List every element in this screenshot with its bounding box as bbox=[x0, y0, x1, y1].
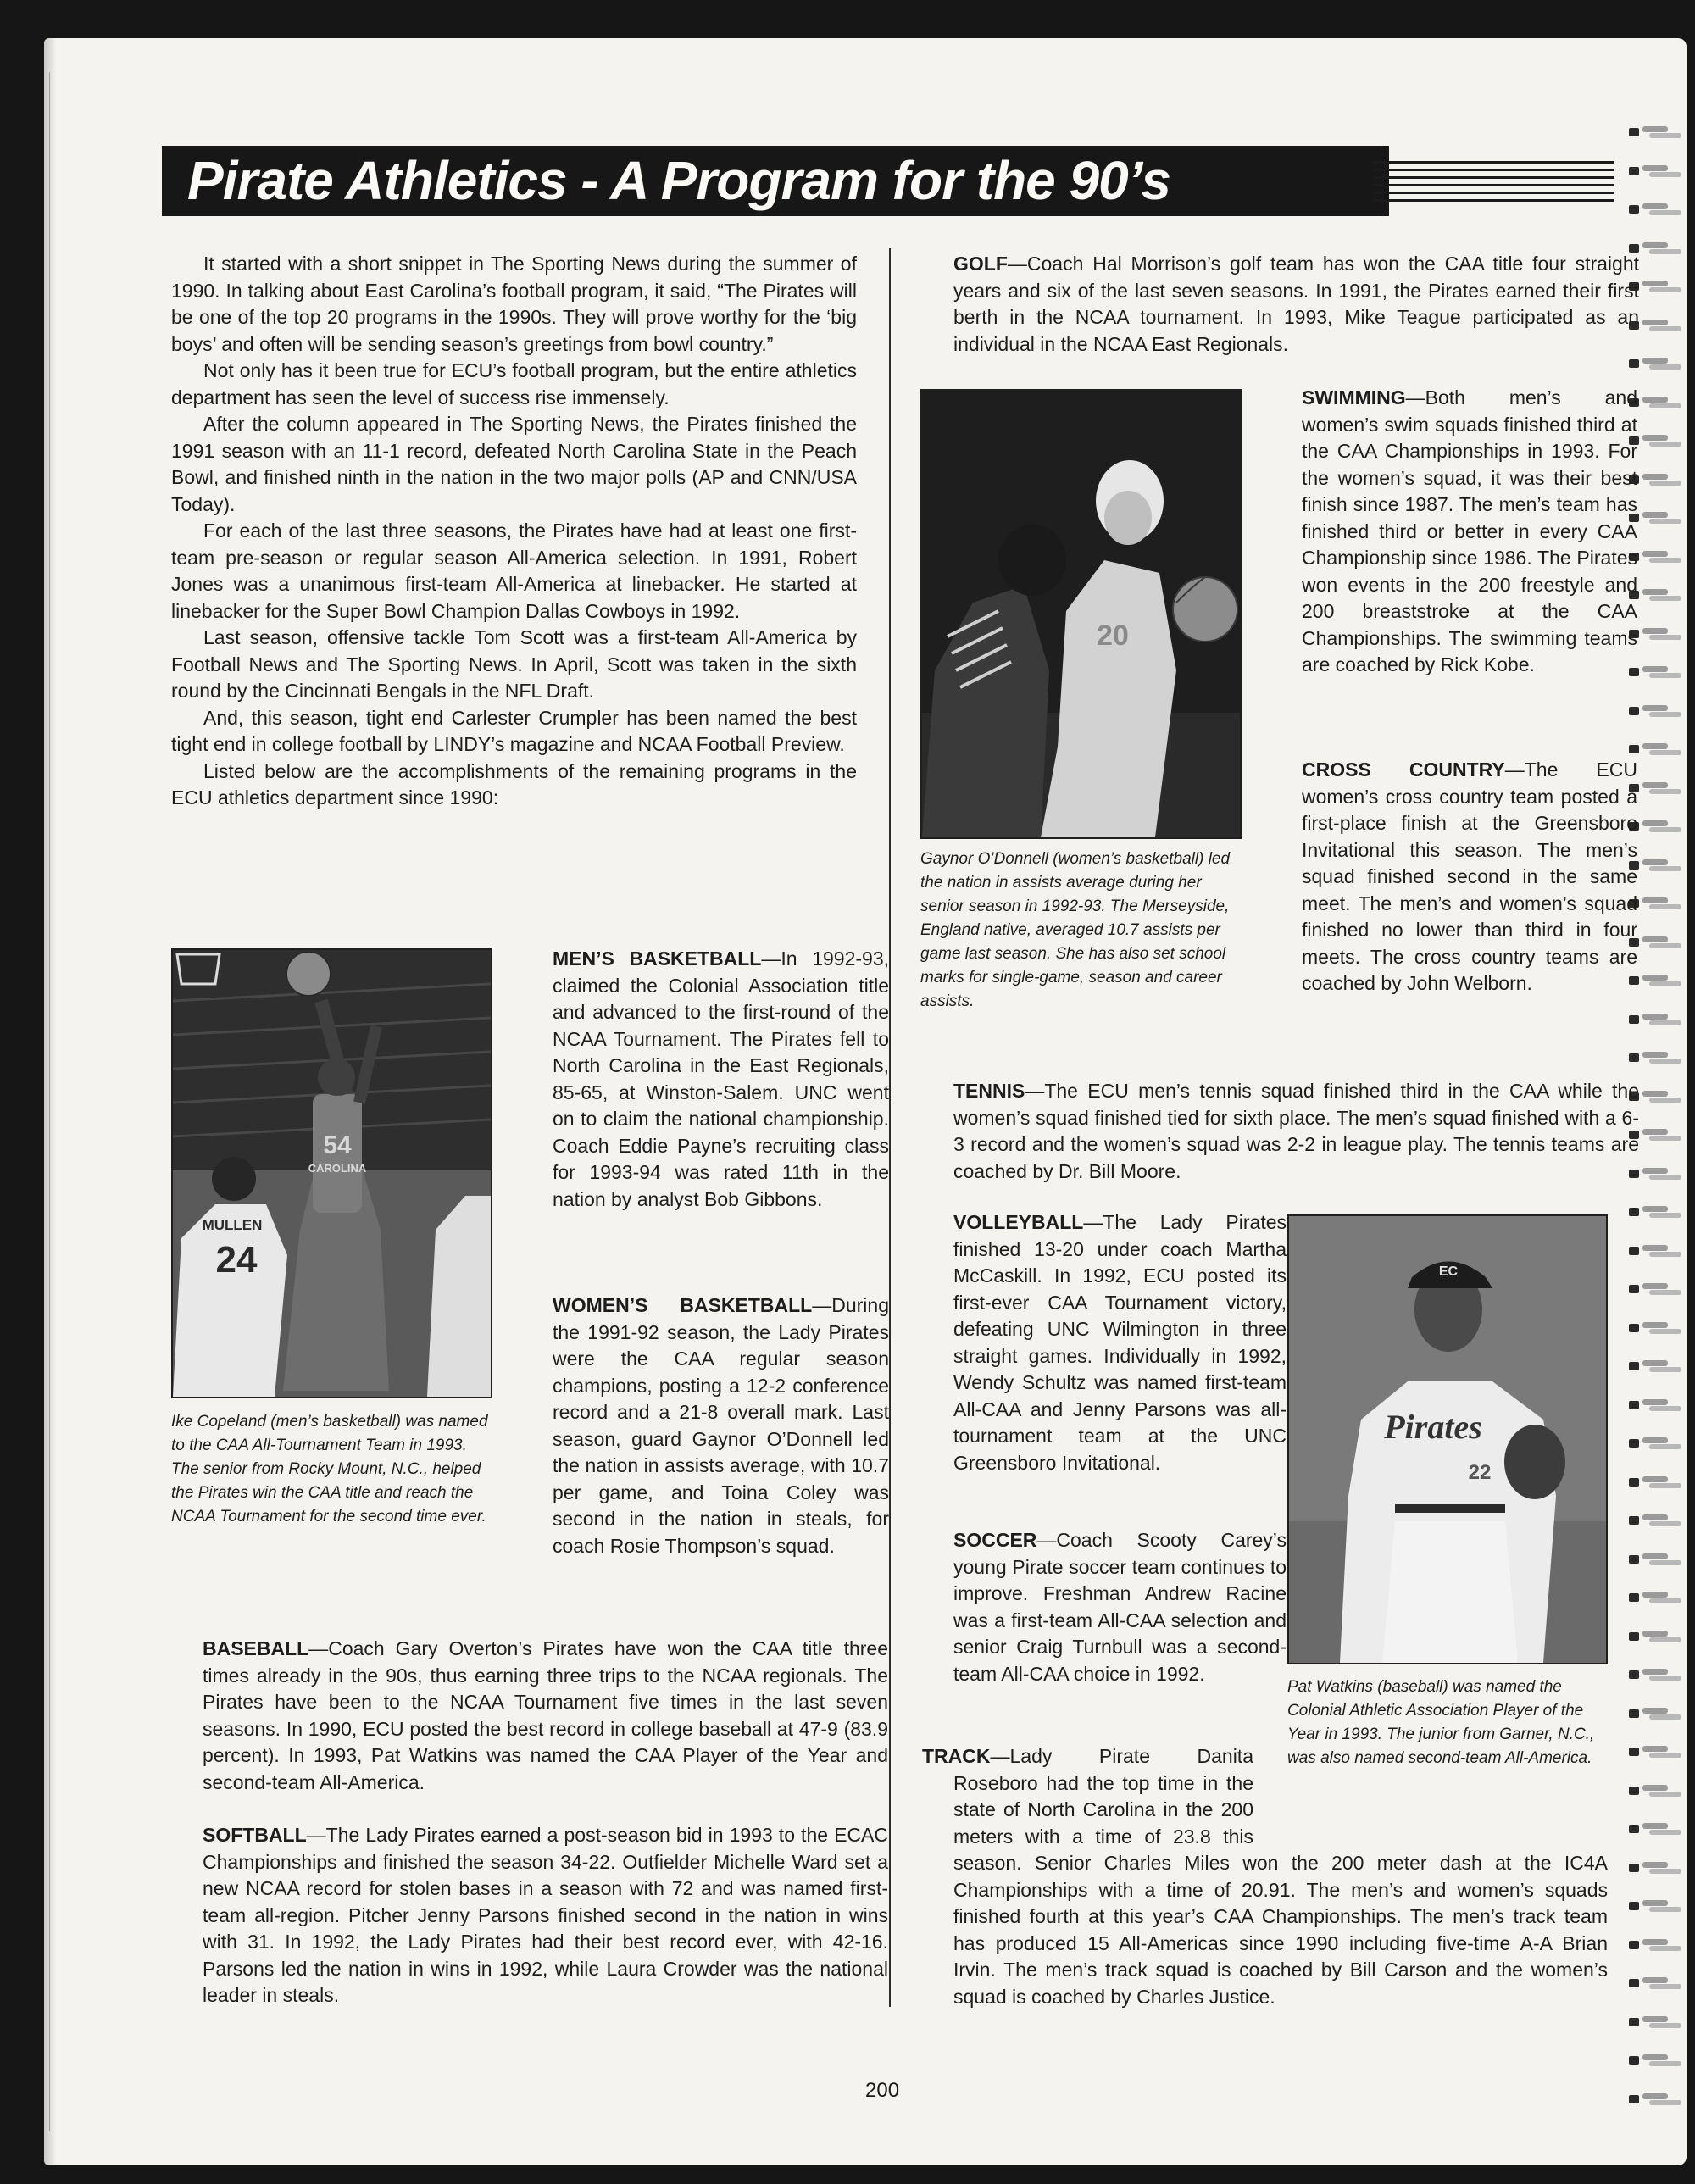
gaynor-jersey-number: 20 bbox=[1097, 620, 1129, 652]
softball-text: —The Lady Pirates earned a post-season bid in 1993 to the ECAC Championships and finished the season 34-22. Outfielder Michelle Ward set a new NCAA record for stolen bases in a season with 72 and was named first-team all-region. Pitcher Jenny Parsons finished second in the nation in wins with 31. In 1992, the Lady Pirates had their best record ever, with 42-16. Parsons led the nation in wins in 1992, while Laura Crowder was the national leader in steals. bbox=[203, 1824, 888, 2006]
binding-coil bbox=[1642, 1280, 1681, 1298]
track-text: —Lady Pirate Danita Roseboro had the top time in the state of North Carolina in the 200 meters with a time of 23.8 this season. Senior Charles Miles won the 200 meter dash at the IC4A Championships with a time of 20.91. The men’s and women’s squads finished fourth at this year’s CAA Championships. The men’s track team has produced 15 All-Americas since 1990 including five-time A-A Brian Irvin. The men’s track squad is coached by Bill Carson and the women’s squad is coached by Charles Justice. bbox=[953, 1745, 1608, 2008]
binding-coil bbox=[1642, 856, 1681, 875]
binding-coil bbox=[1642, 1742, 1681, 1761]
track-paragraph bbox=[922, 1743, 1608, 2010]
binding-coil bbox=[1642, 1396, 1681, 1414]
track-heading: TRACK bbox=[922, 1745, 991, 1767]
intro-paragraph: It started with a short snippet in The Sporting News during the summer of 1990. In talking about East Carolina’s football program, it said, “The Pirates will be one of the top 20 programs in the 1990s. They will prove worthy for the ‘big boys’ and often will be sending season’s greetings from bowl country.” bbox=[171, 253, 857, 355]
title-banner bbox=[162, 146, 1389, 216]
pat-jersey-script: Pirates bbox=[1384, 1408, 1482, 1446]
intro-paragraph: For each of the last three seasons, the Pirates have had at least one first-team pre-season or regular season All-America selection. In 1991, Robert Jones was a unanimous first-team All-America at linebacker. He started at linebacker for the Super Bowl Champion Dallas Cowboys in 1992. bbox=[171, 520, 857, 622]
intro-paragraph: After the column appeared in The Sporting News, the Pirates finished the 1991 season with an 11-1 record, defeated North Carolina State in the Peach Bowl, and finished ninth in the nation in the two major polls (AP and CNN/USA Today). bbox=[171, 413, 857, 515]
baseball-heading: BASEBALL bbox=[203, 1637, 309, 1659]
binding-coil bbox=[1642, 1859, 1681, 1877]
binding-coil bbox=[1642, 431, 1681, 450]
womens-basketball-section bbox=[521, 1292, 889, 1559]
volleyball-heading: VOLLEYBALL bbox=[953, 1211, 1084, 1233]
track-float-spacer bbox=[1253, 1743, 1608, 1824]
soccer-heading: SOCCER bbox=[953, 1529, 1037, 1551]
binding-coil bbox=[1642, 1936, 1681, 1954]
binding-coil bbox=[1642, 1434, 1681, 1453]
womens-basketball-text: —During the 1991-92 season, the Lady Pirates were the CAA regular season champions, posting a 12-2 conference record and a 21-8 overall mark. Last season, guard Gaynor O’Donnell led the nation in assists average, with 10.7 per game, and Toina Coley was second in the nation in steals, for coach Rosie Thompson’s squad. bbox=[553, 1294, 889, 1557]
pat-cap-letters: EC bbox=[1438, 1264, 1459, 1279]
mens-basketball-heading: MEN’S BASKETBALL bbox=[553, 948, 762, 970]
intro-paragraph: Last season, offensive tackle Tom Scott was a first-team All-America by Football News and The Sporting News. In April, Scott was taken in the sixth round by the Cincinnati Bengals in the NFL Draft. bbox=[171, 626, 857, 702]
binding-coil bbox=[1642, 393, 1681, 412]
binding-coil bbox=[1642, 1242, 1681, 1260]
swimming-text: —Both men’s and women’s swim squads finished third at the CAA Championships in 1993. For the women’s squad, it was their best finish since 1987. The men’s team has finished third or better in every CAA Championship since 1986. The Pirates won events in the 200 freestyle and 200 breaststroke at the CAA Championships. The swimming teams are coached by Rick Kobe. bbox=[1302, 386, 1637, 675]
binding-coil bbox=[1642, 2013, 1681, 2031]
intro-paragraph: And, this season, tight end Carlester Crumpler has been named the best tight end in college football by LINDY’s magazine and NCAA Football Preview. bbox=[171, 706, 857, 755]
binding-coil bbox=[1642, 1125, 1681, 1144]
binding-coil bbox=[1642, 1627, 1681, 1646]
gaynor-odonnell-caption: Gaynor O’Donnell (women’s basketball) led the nation in assists average during her senior season in 1992-93. The Merseyside, England native, averaged 10.7 assists per game last season. She has also set school marks for single-game, season and career assists. bbox=[920, 850, 1231, 1010]
binding-coil bbox=[1642, 1588, 1681, 1607]
mens-basketball-text: —In 1992-93, claimed the Colonial Association title and advanced to the first-round of the NCAA Tournament. The Pirates fell to North Carolina in the East Regionals, 85-65, at Winston-Salem. UNC went on to claim the national championship. Coach Eddie Payne’s recruiting class for 1993-94 was rated 11th in the nation by analyst Bob Gibbons. bbox=[553, 948, 889, 1210]
binding-coil bbox=[1642, 1665, 1681, 1684]
baseball-text: —Coach Gary Overton’s Pirates have won the CAA title three times already in the 90s, thus earning three trips to the NCAA regionals. The Pirates have been to the NCAA Tournament five times in the last seven seasons. In 1990, ECU posted the best record in college baseball at 47-9 (83.9 percent). In 1993, Pat Watkins was named the CAA Player of the Year and second-team All-America. bbox=[203, 1637, 888, 1793]
binding-coil bbox=[1642, 663, 1681, 681]
column-divider bbox=[889, 248, 891, 2007]
pat-watkins-caption: Pat Watkins (baseball) was named the Colonial Athletic Association Player of the Year in 1993. The junior from Garner, N.C., was also named second-team All-America. bbox=[1287, 1678, 1595, 1767]
swimming-heading: SWIMMING bbox=[1302, 386, 1406, 408]
binding-coil bbox=[1642, 239, 1681, 258]
binding-coil bbox=[1642, 1048, 1681, 1067]
gaynor-odonnell-photo bbox=[920, 389, 1242, 839]
binding-coil bbox=[1642, 200, 1681, 219]
binding-coil bbox=[1642, 817, 1681, 836]
golf-text: —Coach Hal Morrison’s golf team has won the CAA title four straight years and six of the last seven seasons. In 1991, the Pirates earned their first berth in the NCAA tournament. In 1993, Mike Teague participated as an individual in the NCAA East Regionals. bbox=[953, 253, 1639, 355]
volleyball-text: —The Lady Pirates finished 13-20 under coach Martha McCaskill. In 1992, ECU posted its first-ever CAA Tournament victory, defeating UNC Wilmington in three straight games. Individually in 1992, Wendy Schultz was named first-team All-CAA and Jenny Parsons was all-tournament team at the UNC Greensboro Invitational. bbox=[953, 1211, 1287, 1474]
binding-coil bbox=[1642, 1704, 1681, 1723]
tennis-text: —The ECU men’s tennis squad finished third in the CAA while the women’s squad finished tied for sixth place. The men’s squad finished with a 6-3 record and the women’s squad was 2-2 in league play. The tennis teams are coached by Dr. Bill Moore. bbox=[953, 1080, 1639, 1182]
ike-jersey-number: 54 bbox=[323, 1131, 352, 1159]
binding-coil bbox=[1642, 586, 1681, 604]
binding-coil bbox=[1642, 1087, 1681, 1106]
binding-coil bbox=[1642, 1820, 1681, 1838]
cross-country-text: —The ECU women’s cross country team posted a first-place finish at the Greensboro Invitational this season. The men’s squad finished second in the same meet. The men’s and women’s squad finished no lower than third in four meets. The cross country teams are coached by John Welborn. bbox=[1302, 759, 1637, 994]
binding-coil bbox=[1642, 1511, 1681, 1530]
womens-basketball-heading: WOMEN’S BASKETBALL bbox=[553, 1294, 813, 1316]
title-rules bbox=[1373, 161, 1614, 212]
binding-coil bbox=[1642, 1164, 1681, 1183]
intro-paragraph: Not only has it been true for ECU’s football program, but the entire athletics department has seen the level of success rise immensely. bbox=[171, 359, 857, 408]
defender-jersey-name: MULLEN bbox=[202, 1217, 263, 1233]
baseball-section bbox=[171, 1636, 888, 1796]
binding-coil bbox=[1642, 625, 1681, 643]
softball-section bbox=[171, 1822, 888, 2009]
binding-coil bbox=[1642, 123, 1681, 142]
binding-coil bbox=[1642, 354, 1681, 373]
binding-coil bbox=[1642, 162, 1681, 181]
binding-coil bbox=[1642, 547, 1681, 566]
softball-heading: SOFTBALL bbox=[203, 1824, 307, 1846]
binding-coil bbox=[1642, 1357, 1681, 1375]
binding-coil bbox=[1642, 740, 1681, 759]
binding-coil bbox=[1642, 933, 1681, 952]
page-spine-line bbox=[49, 72, 50, 2131]
binding-coil bbox=[1642, 316, 1681, 335]
track-section bbox=[922, 1743, 1608, 2010]
binding-coil bbox=[1642, 894, 1681, 913]
binding-coil bbox=[1642, 2090, 1681, 2109]
tennis-section bbox=[922, 1078, 1639, 1185]
binding-coil bbox=[1642, 1203, 1681, 1221]
volleyball-section bbox=[922, 1209, 1287, 1476]
mens-basketball-section bbox=[521, 946, 889, 1213]
tennis-heading: TENNIS bbox=[953, 1080, 1025, 1102]
binding-coil bbox=[1642, 1010, 1681, 1029]
pat-watkins-photo bbox=[1287, 1214, 1608, 1664]
spiral-binding bbox=[1636, 123, 1687, 2157]
binding-coil bbox=[1642, 779, 1681, 797]
page-number: 200 bbox=[865, 2079, 900, 2102]
page-title: Pirate Athletics - A Program for the 90’s bbox=[187, 150, 1170, 211]
ike-copeland-caption: Ike Copeland (men’s basketball) was named to the CAA All-Tournament Team in 1993. The senior from Rocky Mount, N.C., helped the Pirates win the CAA title and reach the NCAA Tournament for the second time ever. bbox=[171, 1413, 488, 1525]
binding-coil bbox=[1642, 1550, 1681, 1569]
binding-coil bbox=[1642, 277, 1681, 296]
pat-jersey-number: 22 bbox=[1468, 1461, 1492, 1484]
page-edge-shadow bbox=[44, 38, 56, 2165]
intro-paragraph: Listed below are the accomplishments of the remaining programs in the ECU athletics department since 1990: bbox=[171, 759, 857, 809]
binding-coil bbox=[1642, 1897, 1681, 1915]
binding-coil bbox=[1642, 1781, 1681, 1800]
golf-heading: GOLF bbox=[953, 253, 1008, 275]
binding-coil bbox=[1642, 470, 1681, 489]
binding-coil bbox=[1642, 702, 1681, 720]
defender-jersey-number: 24 bbox=[215, 1239, 258, 1281]
soccer-text: —Coach Scooty Carey’s young Pirate soccer team continues to improve. Freshman Andrew Racine was a first-team All-CAA selection and senior Craig Turnbull was a second-team All-CAA choice in 1992. bbox=[953, 1529, 1287, 1685]
binding-coil bbox=[1642, 508, 1681, 527]
binding-coil bbox=[1642, 971, 1681, 990]
ike-jersey-word: CAROLINA bbox=[308, 1162, 367, 1175]
intro-text bbox=[171, 251, 857, 812]
cross-country-section bbox=[1270, 757, 1637, 998]
binding-coil bbox=[1642, 1319, 1681, 1337]
binding-coil bbox=[1642, 2051, 1681, 2070]
swimming-section bbox=[1270, 385, 1637, 679]
golf-section bbox=[922, 251, 1639, 358]
binding-coil bbox=[1642, 1974, 1681, 1992]
binding-coil bbox=[1642, 1473, 1681, 1492]
ike-copeland-photo bbox=[171, 948, 492, 1398]
cross-country-heading: CROSS COUNTRY bbox=[1302, 759, 1505, 781]
soccer-section bbox=[922, 1527, 1287, 1687]
